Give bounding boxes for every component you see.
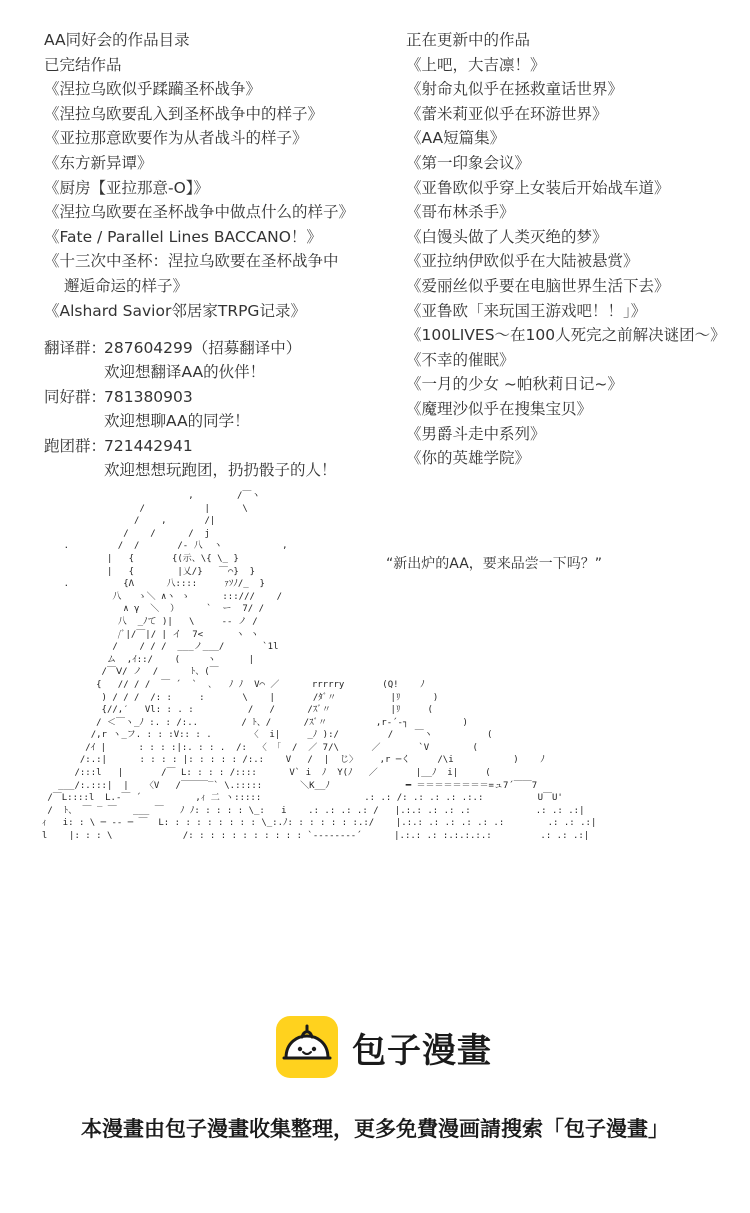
- work-title: 《厨房【亚拉那意-O】》: [44, 178, 210, 197]
- work-title: 《亚拉那意欧要作为从者战斗的样子》: [44, 129, 308, 148]
- run-group-number: 721442941: [104, 436, 193, 455]
- bun-icon: [276, 1016, 338, 1078]
- ongoing-works-column: [406, 28, 746, 471]
- fan-group-row: [44, 385, 337, 409]
- work-title: 《爱丽丝似乎要在电脑世界生活下去》: [406, 276, 670, 295]
- catalog-title: AA同好会的作品目录: [44, 31, 190, 49]
- work-title: 《魔理沙似乎在搜集宝贝》: [406, 399, 593, 418]
- work-title: 《上吧，大吉凛！》: [406, 55, 546, 74]
- run-group-label: 跑团群：: [44, 436, 107, 455]
- fan-group-note: 欢迎想聊AA的同学！: [104, 412, 250, 431]
- translate-group-row: [44, 336, 337, 360]
- work-title: 《射命丸似乎在拯救童话世界》: [406, 80, 624, 99]
- ongoing-header: 正在更新中的作品: [406, 31, 531, 49]
- translate-group-number: 287604299（招募翻译中）: [104, 339, 302, 357]
- ascii-art-illustration: , /￣ヽ / | \ / , /| / / / j . / / /‐ 八 ヽ , | { {(示、\{ \_ } | { |乂/} ￣⌒} } . {Λ 八:::: ｧｿﾉ/_ } 八 ゝ＼ ∧ヽ ゝ :::/// / ∧ γ ＼ ） ` ー 7/ / 八 _ﾉて )| \ -- ノ / /ﾞ|/￣|/ | イ 7< ヽ ヽ / / / / ___ノ___/ `1l ム ,ｲ::/ ( ヽ | /￣Ⅴ/ ノ / ﾄ、(￣ { // / / ￣ ´ ` ､ ﾉ ﾉ V⌒ ／ rrrrry (Q! ﾉ ) / / / /: : : \ | /ﾀﾞ〃 |ﾘ ) {//,′ Vl: : . : / / /ｽﾞ〃 |ﾘ ( / ＜￣ヽ_ﾉ :. : /:.. / ﾄ、/ /ｽﾞ〃 ,r‐´‐┐ ) /,r ヽ_フ. : : :V:: : . 〈 i| _ﾉ ):/ / ￣ヽ ( /ｲ | : : : :|:. : : . /: 〈 「 / ／ 7/\ ／ `V ( /:.:| : : : : |: : : : : /:.: V / | じ〉 ,r ─く /\i ) ﾉ /:::l | /￣ L: : : : /:::: V` i ﾉ Y(ﾉ ／ |__ﾉ i| ( ___/:.:::| | 〈V /￣￣￣‾` \.::::: ＼K__ﾉ ━ ＝＝＝＝＝＝＝＝=ュ7´￣￣7 /￣L::::l L.‐￣ ´ ,ｨ 二 ヽ::::: .: .: /: .: .: .: .:.: U￣U' / ﾄ、 ￣ ‾ ￣ ___ ￣ ﾉ ﾉ: : : : : \_: i .: .: .: .: / |.:.: .: .: .: .: .: .:| ｨ i: : \ ─ ‐‐ ─ ￣ L: : : : : : : : : \_:.ﾉ: : : : : : :.:/ |.:.: .: .: .: .: .: .: .: .:| l |: : : \ /: : : : : : : : : : : `‐‐‐‐‐‐‐‐´ |.:.: .: :.:.:.:.: .: .: .:|: [41, 491, 597, 842]
- work-title: 《亚鲁欧「来玩国王游戏吧！！」》: [406, 301, 647, 320]
- work-title: 《Alshard Savior邻居家TRPG记录》: [44, 301, 306, 320]
- work-title: 《亚鲁欧似乎穿上女装后开始战车道》: [406, 178, 670, 197]
- work-title: 《涅拉乌欧要在圣杯战争中做点什么的样子》: [44, 203, 355, 222]
- completed-works-column: [44, 28, 394, 323]
- translate-group-note: 欢迎想翻译AA的伙伴！: [104, 363, 266, 382]
- work-title: 《涅拉乌欧要乱入到圣杯战争中的样子》: [44, 104, 324, 123]
- work-title: 《第一印象会议》: [406, 153, 531, 172]
- fan-group-number: 781380903: [104, 387, 193, 406]
- work-title: 《哥布林杀手》: [406, 203, 515, 222]
- work-title: 《AA短篇集》: [406, 129, 506, 148]
- run-group-row: [44, 434, 337, 458]
- work-title: 《男爵斗走中系列》: [406, 424, 546, 443]
- work-title: 《你的英雄学院》: [406, 449, 531, 468]
- fan-group-label: 同好群：: [44, 387, 107, 406]
- work-title: 《Fate / Parallel Lines BACCANO！》: [44, 227, 322, 246]
- footer-notice: 本漫畫由包子漫畫收集整理，更多免費漫画請搜索「包子漫畫」: [81, 1117, 669, 1141]
- speech-quote: “新出炉的AA，要来品尝一下吗？”: [386, 556, 603, 572]
- work-title: 《蕾米莉亚似乎在环游世界》: [406, 104, 608, 123]
- translate-group-label: 翻译群：: [44, 339, 107, 357]
- baozi-logo: [276, 1016, 492, 1078]
- work-title-continued: 邂逅命运的样子》: [64, 276, 189, 295]
- work-title: 《一月的少女 ~帕秋莉日记~》: [406, 375, 623, 394]
- work-title: 《十三次中圣杯：涅拉乌欧要在圣杯战争中: [44, 252, 339, 271]
- work-title: 《亚拉纳伊欧似乎在大陆被悬赏》: [406, 252, 639, 271]
- work-title: 《东方新异谭》: [44, 153, 153, 172]
- logo-text: 包子漫畫: [352, 1030, 492, 1071]
- work-title: 《涅拉乌欧似乎蹂躏圣杯战争》: [44, 80, 262, 99]
- group-info: [44, 336, 337, 482]
- work-title: 《不幸的催眠》: [406, 350, 515, 369]
- completed-header: 已完结作品: [44, 55, 122, 74]
- work-title: 《100LIVES～在100人死完之前解决谜团～》: [406, 326, 726, 345]
- run-group-note: 欢迎想想玩跑团，扔扔骰子的人！: [104, 461, 337, 480]
- work-title: 《白馒头做了人类灭绝的梦》: [406, 227, 608, 246]
